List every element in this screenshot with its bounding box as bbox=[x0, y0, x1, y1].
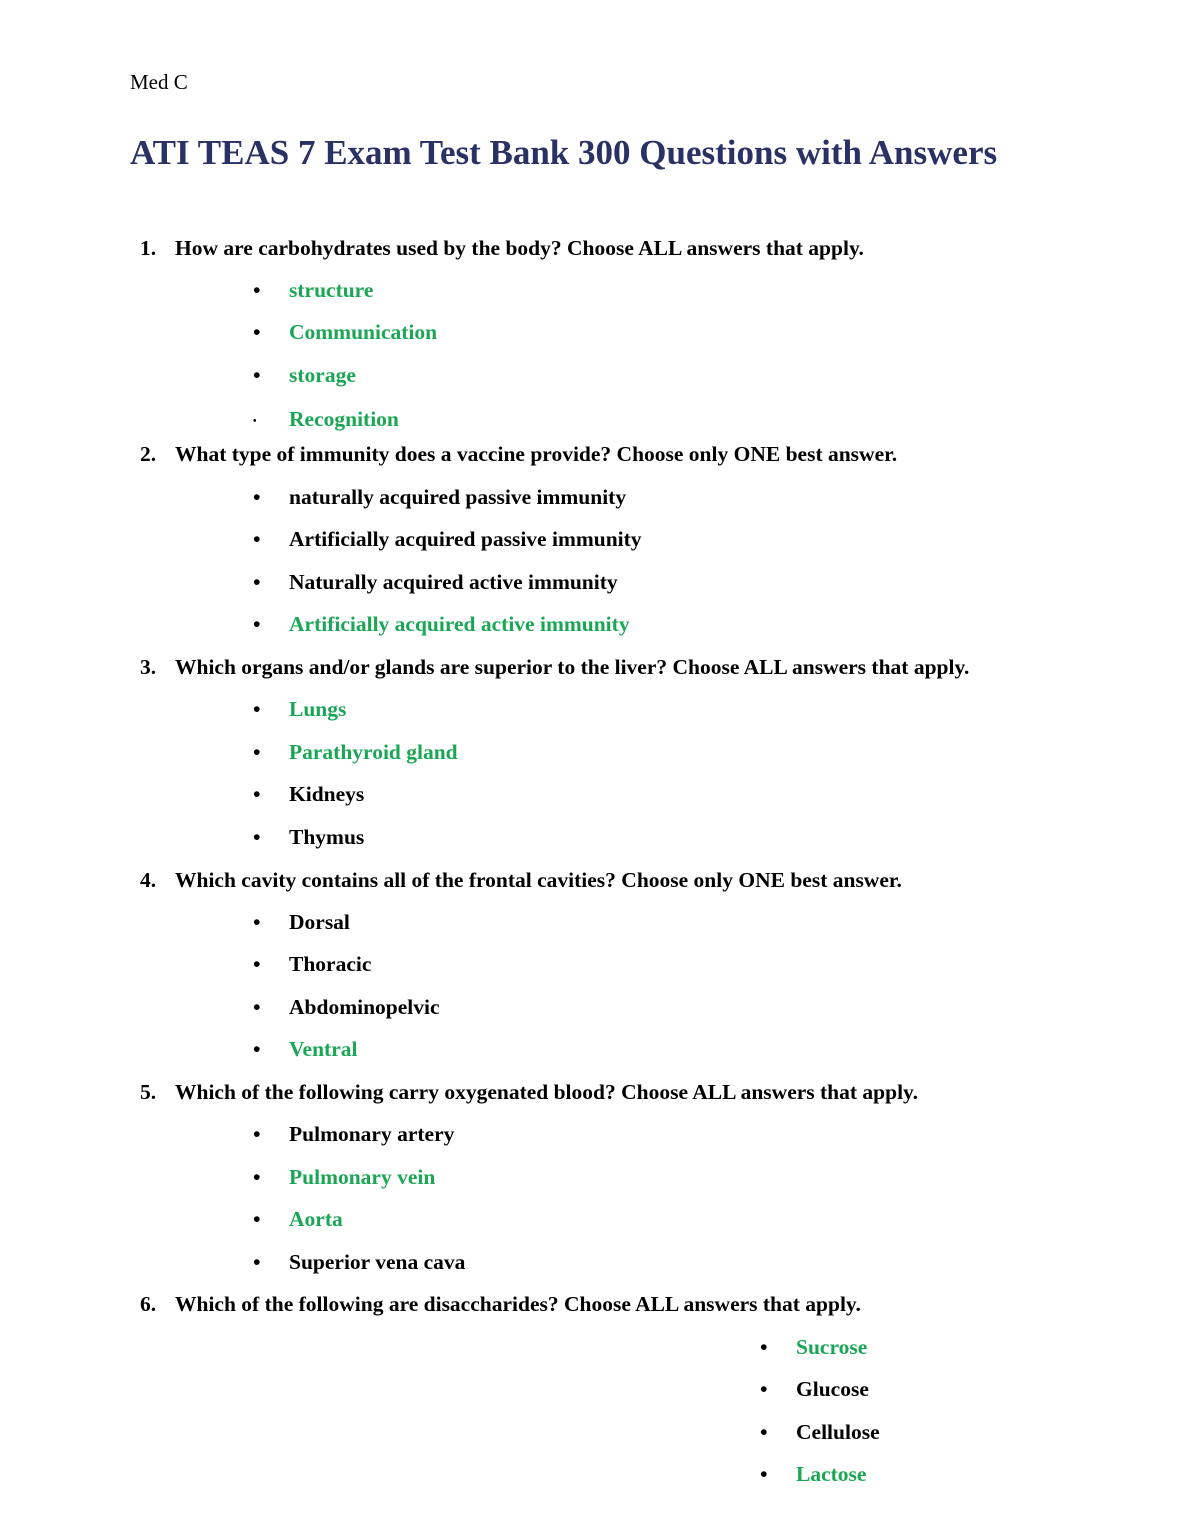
bullet-icon: • bbox=[253, 1122, 261, 1146]
answer-text: Artificially acquired passive immunity bbox=[289, 527, 642, 551]
question-number: 6. bbox=[140, 1292, 157, 1316]
bullet-icon: • bbox=[253, 1037, 261, 1061]
bullet-icon: • bbox=[253, 1165, 261, 1189]
answer-text: Ventral bbox=[289, 1037, 358, 1061]
question-6 bbox=[140, 1292, 861, 1317]
answer-option bbox=[253, 740, 458, 765]
bullet-icon: • bbox=[253, 910, 261, 934]
answer-option bbox=[760, 1462, 866, 1487]
answer-option bbox=[253, 485, 626, 510]
bullet-icon: • bbox=[253, 320, 261, 344]
answer-text: Aorta bbox=[289, 1207, 343, 1231]
answer-option bbox=[760, 1335, 867, 1360]
question-5 bbox=[140, 1080, 918, 1105]
answer-text: Communication bbox=[289, 320, 438, 344]
question-1 bbox=[140, 236, 864, 261]
bullet-icon: • bbox=[760, 1377, 768, 1401]
question-4 bbox=[140, 868, 902, 893]
answer-option bbox=[253, 825, 364, 850]
bullet-icon: • bbox=[253, 612, 261, 636]
answer-text: Artificially acquired active immunity bbox=[289, 612, 630, 636]
question-number: 3. bbox=[140, 655, 157, 679]
answer-option bbox=[253, 697, 346, 722]
answer-option bbox=[253, 570, 618, 595]
bullet-icon: • bbox=[253, 782, 261, 806]
answer-option bbox=[760, 1420, 880, 1445]
bullet-icon: • bbox=[253, 1207, 261, 1231]
answer-option bbox=[253, 1122, 454, 1147]
answer-option bbox=[253, 995, 440, 1020]
question-number: 2. bbox=[140, 442, 157, 466]
question-3 bbox=[140, 655, 969, 680]
answer-option bbox=[253, 278, 373, 303]
question-2 bbox=[140, 442, 897, 467]
bullet-icon: • bbox=[253, 740, 261, 764]
answer-text: Thymus bbox=[289, 825, 365, 849]
document-title: ATI TEAS 7 Exam Test Bank 300 Questions with Answers bbox=[130, 133, 998, 172]
answer-option bbox=[253, 1207, 343, 1232]
question-text: What type of immunity does a vaccine provide? Choose only ONE best answer. bbox=[175, 442, 898, 466]
question-number: 1. bbox=[140, 236, 157, 260]
answer-text: Abdominopelvic bbox=[289, 995, 440, 1019]
answer-text: Naturally acquired active immunity bbox=[289, 570, 618, 594]
bullet-icon: • bbox=[760, 1462, 768, 1486]
answer-option bbox=[253, 910, 350, 935]
bullet-icon: • bbox=[253, 278, 261, 302]
bullet-icon: • bbox=[253, 363, 261, 387]
bullet-icon: • bbox=[253, 485, 261, 509]
question-text: How are carbohydrates used by the body? Choose ALL answers that apply. bbox=[175, 236, 864, 260]
answer-option bbox=[760, 1377, 869, 1402]
answer-option bbox=[253, 527, 642, 552]
bullet-icon: • bbox=[253, 995, 261, 1019]
answer-text: structure bbox=[289, 278, 374, 302]
answer-text: Parathyroid gland bbox=[289, 740, 458, 764]
answer-text: Thoracic bbox=[289, 952, 372, 976]
answer-text: Recognition bbox=[289, 407, 399, 431]
answer-text: Pulmonary artery bbox=[289, 1122, 455, 1146]
answer-text: Sucrose bbox=[796, 1335, 868, 1359]
answer-text: storage bbox=[289, 363, 356, 387]
answer-text: naturally acquired passive immunity bbox=[289, 485, 627, 509]
answer-option bbox=[253, 1165, 435, 1190]
answer-option bbox=[253, 782, 364, 807]
answer-option bbox=[253, 320, 437, 345]
answer-text: Cellulose bbox=[796, 1420, 880, 1444]
bullet-icon: • bbox=[760, 1335, 768, 1359]
answer-option: • Recognition bbox=[253, 407, 399, 431]
bullet-icon: • bbox=[253, 825, 261, 849]
bullet-icon: • bbox=[253, 697, 261, 721]
answer-option bbox=[253, 952, 371, 977]
header-label: Med C bbox=[130, 70, 188, 94]
bullet-icon: • bbox=[253, 952, 261, 976]
question-text: Which cavity contains all of the frontal cavities? Choose only ONE best answer. bbox=[175, 868, 902, 892]
bullet-icon: • bbox=[253, 527, 261, 551]
answer-text: Dorsal bbox=[289, 910, 350, 934]
answer-text: Lungs bbox=[289, 697, 347, 721]
answer-option bbox=[253, 1250, 465, 1275]
answer-option bbox=[253, 363, 356, 388]
answer-text: Pulmonary vein bbox=[289, 1165, 436, 1189]
bullet-icon: • bbox=[253, 570, 261, 594]
answer-text: Glucose bbox=[796, 1377, 869, 1401]
answer-text: Lactose bbox=[796, 1462, 867, 1486]
answer-text: Kidneys bbox=[289, 782, 365, 806]
question-text: Which organs and/or glands are superior to the liver? Choose ALL answers that apply. bbox=[175, 655, 970, 679]
bullet-icon: • bbox=[760, 1420, 768, 1444]
answer-option bbox=[253, 1037, 357, 1062]
question-text: Which of the following are disaccharides? Choose ALL answers that apply. bbox=[175, 1292, 861, 1316]
question-number: 5. bbox=[140, 1080, 157, 1104]
question-number: 4. bbox=[140, 868, 157, 892]
answer-option bbox=[253, 612, 630, 637]
bullet-icon: • bbox=[253, 1250, 261, 1274]
answer-text: Superior vena cava bbox=[289, 1250, 466, 1274]
question-text: Which of the following carry oxygenated blood? Choose ALL answers that apply. bbox=[175, 1080, 918, 1104]
